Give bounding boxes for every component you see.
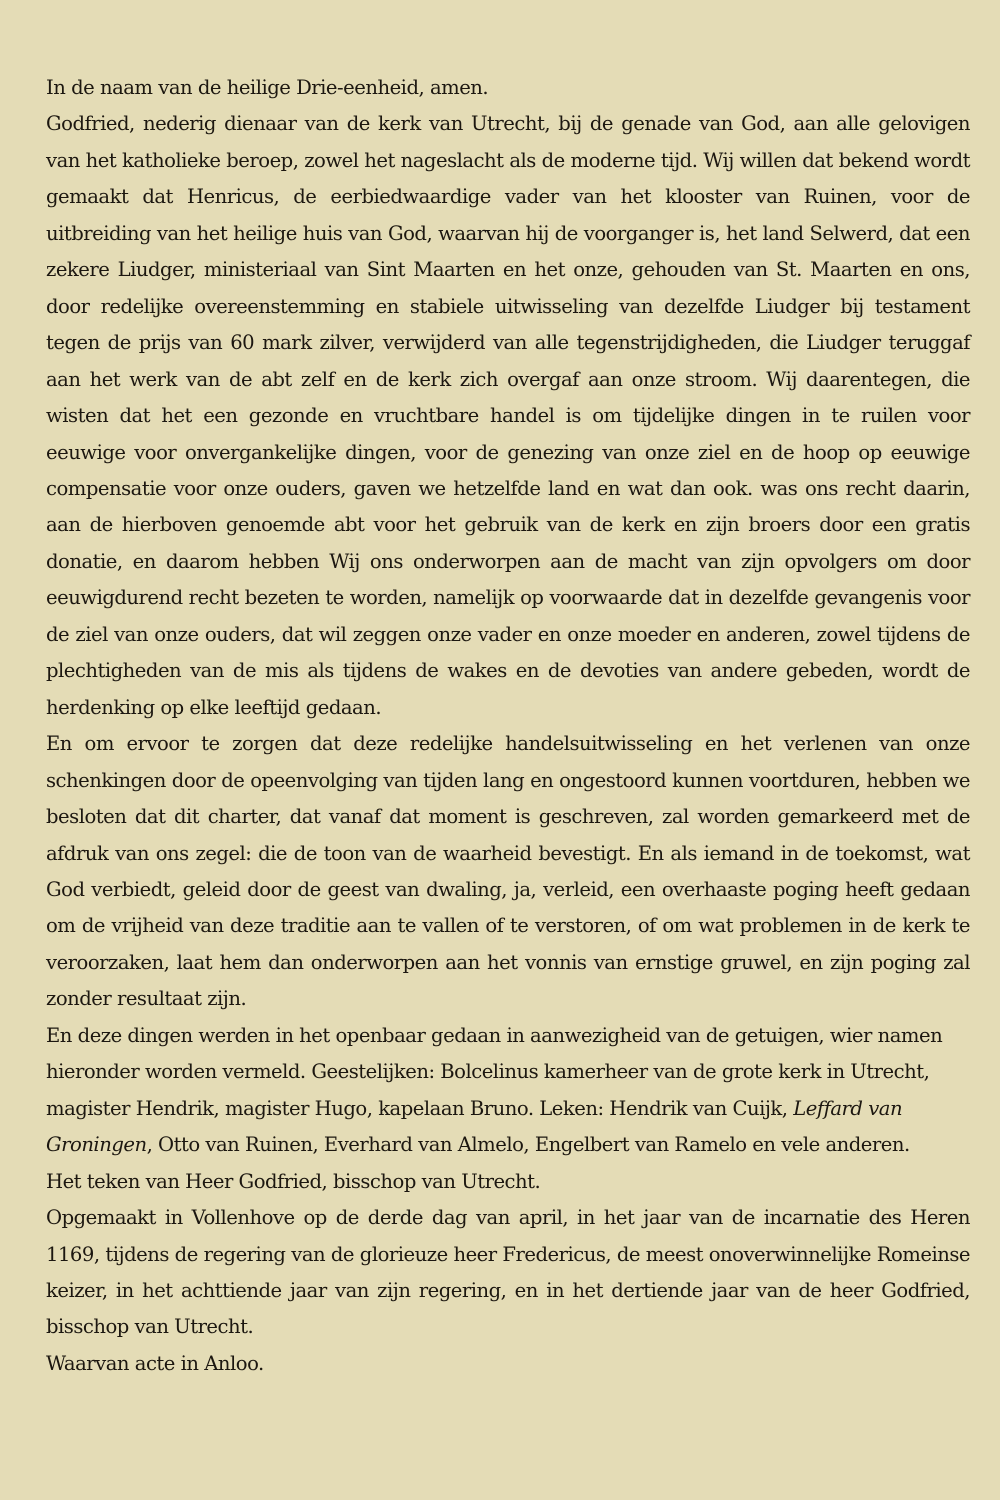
charter-document xyxy=(46,70,970,1382)
sign-line: Het teken van Heer Godfried, bisschop van Utrecht. xyxy=(46,1169,541,1193)
dating-clause: Opgemaakt in Vollenhove op de derde dag van april, in het jaar van de incarnatie des Heren 1169, tijdens de regering van de glorieuze heer Fredericus, de meest onoverwinnelijke Romeinse keizer, in het achttiende jaar van zijn regering, en in het dertiende jaar van de heer Godfried, bisschop van Utrecht. xyxy=(46,1206,970,1339)
witnesses-text-start: En deze dingen werden in het openbaar gedaan in aanwezigheid van de getuigen, wier namen hieronder worden vermeld. Geestelijken: Bolcelinus kamerheer van de grote kerk in Utrecht, magister Hendrik, magister Hugo, kapelaan Bruno. Leken: Hendrik van Cuijk, xyxy=(46,1023,943,1120)
charter-paragraph-witnesses xyxy=(46,1018,970,1164)
closing-line: Waarvan acte in Anloo. xyxy=(46,1351,264,1375)
charter-paragraph-1: Godfried, nederig dienaar van de kerk van Utrecht, bij de genade van God, aan alle gelovigen van het katholieke beroep, zowel het nageslacht als de moderne tijd. Wij willen dat bekend wordt gemaakt dat Henricus, de eerbiedwaardige vader van het klooster van Ruinen, voor de uitbreiding van het heilige huis van God, waarvan hij de voorganger is, het land Selwerd, dat een zekere Liudger, ministeriaal van Sint Maarten en het onze, gehouden van St. Maarten en ons, door redelijke overeenstemming en stabiele uitwisseling van dezelfde Liudger bij testament tegen de prijs van 60 mark zilver, verwijderd van alle tegenstrijdigheden, die Liudger teruggaf aan het werk van de abt zelf en de kerk zich overgaf aan onze stroom. Wij daarentegen, die wisten dat het een gezonde en vruchtbare handel is om tijdelijke dingen in te ruilen voor eeuwige voor onvergankelijke dingen, voor de genezing van onze ziel en de hoop op eeuwige compensatie voor onze ouders, gaven we hetzelfde land en wat dan ook. was ons recht daarin, aan de hierboven genoemde abt voor het gebruik van de kerk en zijn broers door een gratis donatie, en daarom hebben Wij ons onderworpen aan de macht van zijn opvolgers om door eeuwigdurend recht bezeten te worden, namelijk op voorwaarde dat in dezelfde gevangenis voor de ziel van onze ouders, dat wil zeggen onze vader en onze moeder en anderen, zowel tijdens de plechtigheden van de mis als tijdens de wakes en de devoties van andere gebeden, wordt de herdenking op elke leeftijd gedaan. xyxy=(46,112,970,719)
charter-paragraph-2: En om ervoor te zorgen dat deze redelijke handelsuitwisseling en het verlenen van onze schenkingen door de opeenvolging van tijden lang en ongestoord kunnen voortduren, hebben we besloten dat dit charter, dat vanaf dat moment is geschreven, zal worden gemarkeerd met de afdruk van ons zegel: die de toon van de waarheid bevestigt. En als iemand in de toekomst, wat God verbiedt, geleid door de geest van dwaling, ja, verleid, een overhaaste poging heeft gedaan om de vrijheid van deze traditie aan te vallen of te verstoren, of om wat problemen in de kerk te veroorzaken, laat hem dan onderworpen aan het vonnis van ernstige gruwel, en zijn poging zal zonder resultaat zijn. xyxy=(46,732,970,1011)
invocation-line: In de naam van de heilige Drie-eenheid, amen. xyxy=(46,76,489,99)
witnesses-text-end: , Otto van Ruinen, Everhard van Almelo, Engelbert van Ramelo en vele anderen. xyxy=(146,1133,910,1157)
witness-italic-name: Leffard van Groningen xyxy=(46,1096,903,1157)
